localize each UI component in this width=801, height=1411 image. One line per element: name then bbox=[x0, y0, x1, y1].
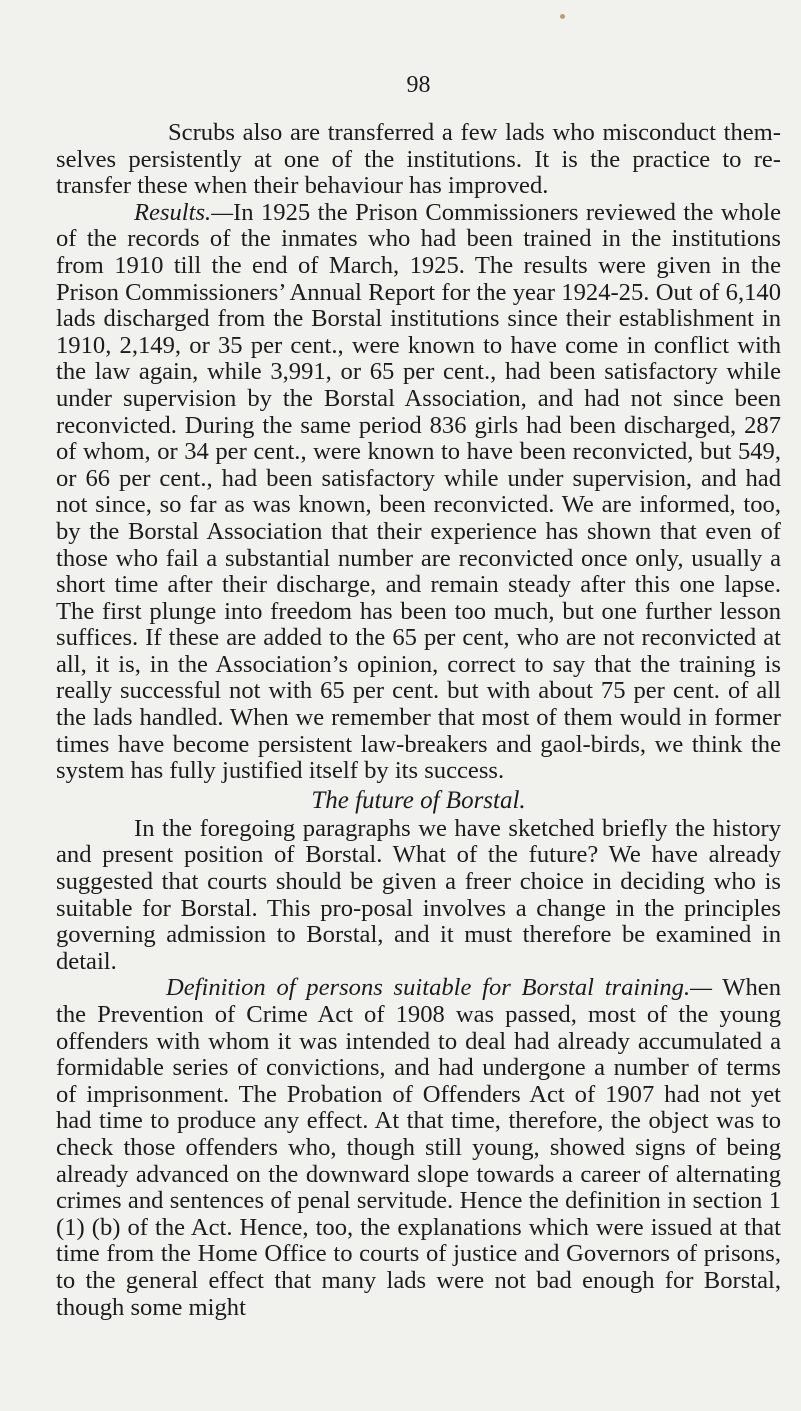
section-heading: The future of Borstal. bbox=[311, 786, 526, 814]
results-body: In 1925 the Prison Commissioners reviewed the whole of the records of the inmates who had been trained in the institutions from 1910 till the end of March, 1925. The results were given in the Prison Commissioners’ Annual Report for the year 1924-25. Out of 6,140 lads discharged from the Borstal institutions since their establishment in 1910, 2,149, or 35 per cent., were known to have come in conflict with the law again, while 3,991, or 65 per cent., had been satisfactory while under supervision by the Borstal Association, and had not since been reconvicted. During the same period 836 girls had been discharged, 287 of whom, or 34 per cent., were known to have been reconvicted, but 549, or 66 per cent., had been satisfactory while under supervision, and had not since, so far as was known, been reconvicted. We are informed, too, by the Borstal Association that their experience has shown that even of those who fail a substantial number are reconvicted once only, usually a short time after their discharge, and remain steady after this one lapse. The first plunge into freedom has been too much, but one further lesson suffices. If these are added to the 65 per cent, who are not reconvicted at all, it is, in the Association’s opinion, correct to say that the training is really successful not with 65 per cent. but with about 75 per cent. of all the lads handled. When we remember that most of them would in former times have become persistent law-breakers and gaol-birds, we think the system has fully justified itself by its success. bbox=[56, 198, 781, 785]
definition-lead: Definition of persons suitable for Borstal training.— bbox=[166, 974, 712, 1002]
paragraph-scrubs: Scrubs also are transferred a few lads who misconduct them-selves persistently at one of the institutions. It is the practice to re-transfer these when their behaviour has improved. bbox=[56, 119, 781, 200]
results-lead: Results.— bbox=[134, 198, 234, 226]
paragraph-results bbox=[56, 200, 781, 785]
paragraph-definition bbox=[56, 975, 781, 1321]
ink-spot bbox=[560, 14, 565, 19]
paragraph-future: In the foregoing paragraphs we have sketched briefly the history and present position of Borstal. What of the future? We have already suggested that courts should be given a freer choice in deciding who is suitable for Borstal. This pro-posal involves a change in the principles governing admission to Borstal, and it must therefore be examined in detail. bbox=[56, 814, 781, 975]
page-number: 98 bbox=[406, 72, 431, 98]
definition-body: When the Prevention of Crime Act of 1908 was passed, most of the young offenders with whom it was intended to deal had already accumulated a formidable series of convictions, and had undergone a number of terms of imprisonment. The Probation of Offenders Act of 1907 had not yet had time to produce any effect. At that time, therefore, the object was to check those offenders who, though still young, showed signs of being already advanced on the downward slope towards a career of alternating crimes and sentences of penal servitude. Hence the definition in section 1 (1) (b) of the Act. Hence, too, the explanations which were issued at that time from the Home Office to courts of justice and Governors of prisons, to the general effect that many lads were not bad enough for Borstal, though some might bbox=[56, 974, 781, 1321]
